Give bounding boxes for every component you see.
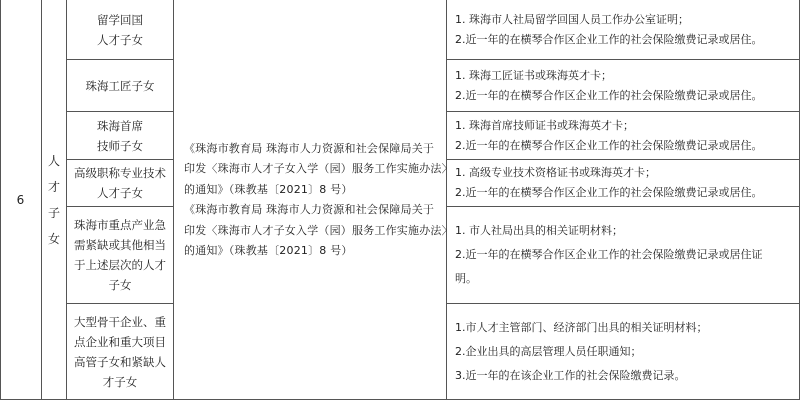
- category-cell: [67, 0, 173, 59]
- category-name-line: 留学回国: [97, 12, 143, 27]
- category-name-line: 需紧缺或其他相当: [74, 238, 166, 252]
- category-cell: [67, 304, 173, 399]
- row-index: 6: [16, 193, 25, 207]
- policy-basis-line: 《珠海市教育局 珠海市人力资源和社会保障局关于: [184, 203, 435, 216]
- category-cell: [67, 207, 173, 303]
- category-name-line: 大型骨干企业、重: [74, 314, 166, 329]
- group-label-char: 女: [47, 232, 60, 246]
- policy-basis-line: 的通知》（珠教基〔2021〕8 号）: [184, 244, 353, 257]
- category-name-line: 才子女: [102, 374, 138, 389]
- policy-basis-line: 印发〈珠海市人才子女入学（园）服务工作实施办法〉: [184, 223, 453, 237]
- requirement-line: 2.近一年的在横琴合作区企业工作的社会保险缴费记录或居住。: [455, 138, 763, 152]
- requirement-line: 1. 高级专业技术资格证书或珠海英才卡；: [455, 166, 656, 179]
- category-name-line: 技师子女: [97, 138, 143, 153]
- policy-basis-line: 印发〈珠海市人才子女入学（园）服务工作实施办法〉: [184, 162, 453, 175]
- category-name-line: 高级职称专业技术: [74, 166, 166, 180]
- requirements-cell: [447, 160, 799, 206]
- requirements-cell: [447, 60, 799, 111]
- requirements-cell: [447, 0, 799, 59]
- group-label-char: 人: [47, 154, 60, 168]
- category-name-line: 点企业和重大项目: [74, 334, 166, 349]
- category-cell: [67, 160, 173, 206]
- category-name-line: 珠海市重点产业急: [74, 218, 166, 232]
- requirement-line: 2.近一年的在横琴合作区企业工作的社会保险缴费记录或居住。: [455, 186, 763, 199]
- category-cell: [67, 60, 173, 111]
- requirement-line: 2.近一年的在横琴合作区企业工作的社会保险缴费记录或居住。: [455, 88, 763, 102]
- requirement-line: 1. 市人社局出具的相关证明材料；: [455, 224, 623, 237]
- requirement-line: 2.企业出具的高层管理人员任职通知；: [455, 344, 642, 358]
- requirement-line: 3.近一年的在该企业工作的社会保险缴费记录。: [455, 368, 686, 382]
- requirement-line: 2.近一年的在横琴合作区企业工作的社会保险缴费记录或居住证: [455, 248, 763, 261]
- requirements-cell: [447, 112, 799, 159]
- requirement-line: 1. 珠海工匠证书或珠海英才卡；: [455, 68, 612, 82]
- requirement-line: 1. 珠海首席技师证书或珠海英才卡；: [455, 118, 634, 132]
- category-name-line: 人才子女: [97, 186, 143, 200]
- requirements-cell: [447, 304, 799, 399]
- category-name-line: 高管子女和紧缺人: [74, 354, 166, 369]
- policy-basis-line: 《珠海市教育局 珠海市人力资源和社会保障局关于: [184, 141, 435, 155]
- category-cell: [67, 112, 173, 159]
- requirement-line: 2.近一年的在横琴合作区企业工作的社会保险缴费记录或居住。: [455, 32, 763, 46]
- category-name-line: 珠海工匠子女: [85, 78, 155, 93]
- group-label-char: 子: [47, 206, 60, 220]
- policy-basis-line: 的通知》（珠教基〔2021〕8 号）: [184, 182, 353, 196]
- group-label-char: 才: [47, 180, 60, 194]
- category-name-line: 子女: [108, 278, 132, 292]
- requirement-line: 1.市人才主管部门、经济部门出具的相关证明材料；: [455, 320, 708, 334]
- policy-basis: [174, 0, 453, 400]
- category-name-line: 人才子女: [97, 32, 143, 47]
- category-name-line: 珠海首席: [97, 118, 143, 133]
- group-label: [42, 0, 66, 400]
- requirement-line: 1. 珠海市人社局留学回国人员工作办公室证明；: [455, 12, 689, 26]
- requirement-line: 明。: [455, 272, 477, 285]
- requirements-cell: [447, 207, 799, 303]
- category-name-line: 于上述层次的人才: [74, 258, 166, 272]
